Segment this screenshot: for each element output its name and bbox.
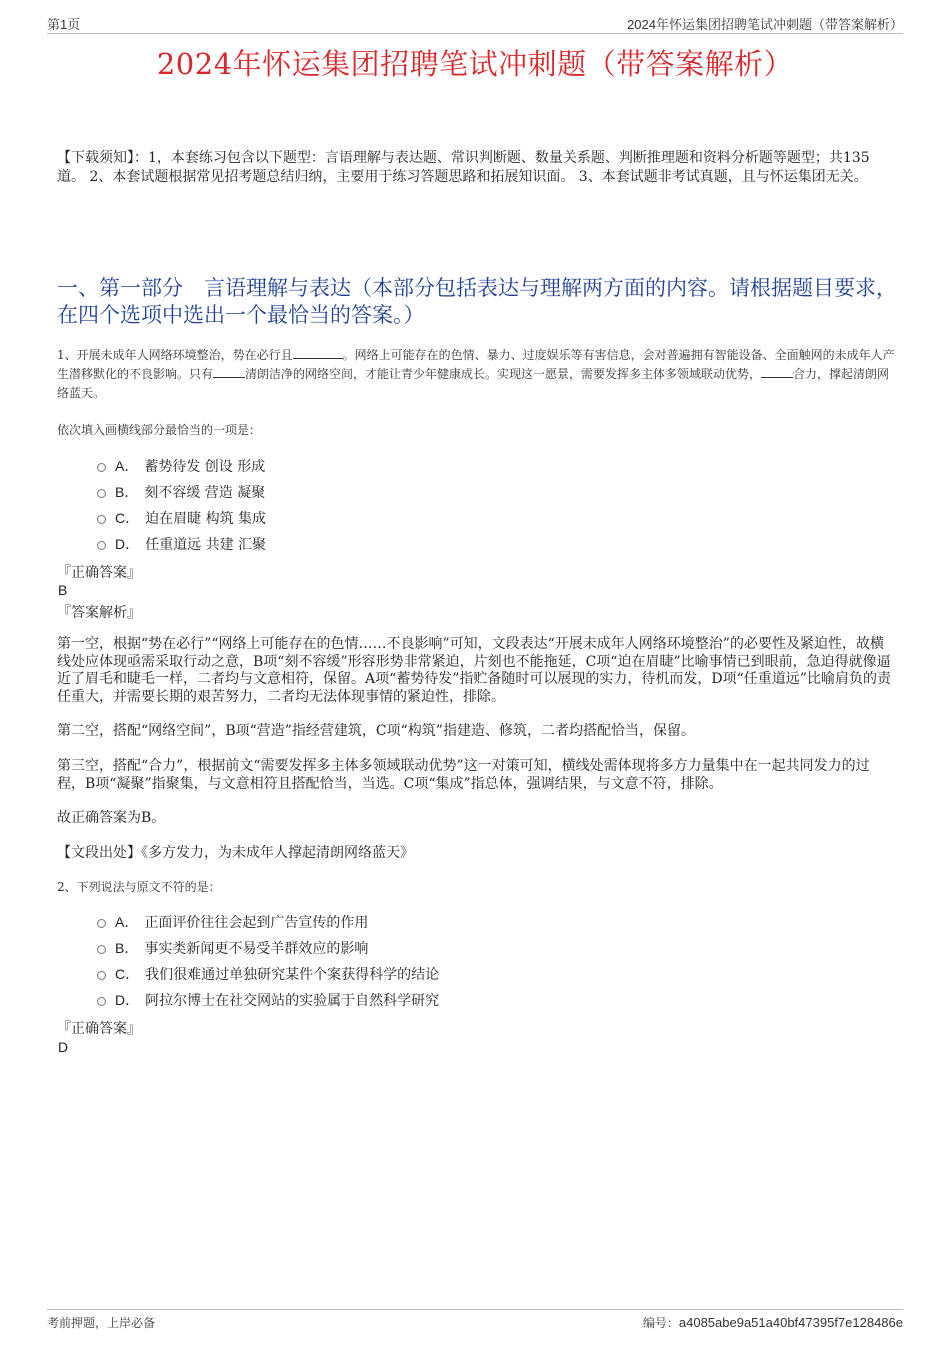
radio-icon[interactable] (97, 489, 106, 498)
correct-answer-value: B (58, 582, 68, 598)
option-text: 我们很难通过单独研究某件个案获得科学的结论 (145, 967, 440, 983)
source-citation: 【文段出处】《多方发力，为未成年人撑起清朗网络蓝天》 (57, 845, 414, 861)
section-heading: 一、第一部分 言语理解与表达（本部分包括表达与理解两方面的内容。请根据题目要求，在四个选项中选出一个最恰当的答案。） (57, 276, 897, 327)
option-letter: C． (115, 510, 140, 526)
download-notice: 【下载须知】：1，本套练习包含以下题型：言语理解与表达题、常识判断题、数量关系题、判断推理题和资料分析题等题型；共135道。 2、本套试题根据常见招考题总结归纳，主要用于练习答题思路和拓展知识面。 3、本套试题非考试真题，且与怀运集团无关。 (57, 150, 870, 185)
question-1-prompt: 依次填入画横线部分最恰当的一项是： (57, 423, 262, 437)
answer-blank (213, 365, 245, 378)
correct-answer-label: 『正确答案』 (57, 1021, 141, 1037)
running-header-title: 2024年怀运集团招聘笔试冲刺题（带答案解析） (627, 17, 903, 32)
question-2-options (97, 909, 887, 1013)
footer-divider (47, 1309, 903, 1310)
document-id-value: a4085abe9a51a40bf47395f7e128486e (678, 1315, 903, 1330)
page-number: 第1页 (47, 17, 81, 32)
option-c[interactable] (97, 505, 887, 531)
radio-icon[interactable] (97, 971, 106, 980)
option-text: 蓄势待发 创设 形成 (144, 459, 266, 475)
question-1-text-part: 。网络上可能存在的色情、暴力、过度娱乐等有害信息，会对普遍拥有智能设备、全面触网的未成年人产生潜移默化的不良影响。只有 (57, 348, 895, 381)
analysis-label: 『答案解析』 (57, 605, 141, 621)
option-b[interactable] (97, 935, 887, 961)
option-text: 事实类新闻更不易受羊群效应的影响 (144, 941, 369, 957)
option-letter: B． (115, 940, 139, 956)
footer-slogan: 考前押题，上岸必备 (47, 1316, 156, 1330)
question-1-text-part: 1、开展未成年人网络环境整治，势在必行且 (57, 348, 293, 362)
option-text: 正面评价往往会起到广告宣传的作用 (144, 915, 369, 931)
option-text: 刻不容缓 营造 凝聚 (144, 485, 266, 501)
answer-blank (761, 365, 793, 378)
question-2-text: 2、下列说法与原文不符的是： (57, 880, 221, 894)
radio-icon[interactable] (97, 515, 106, 524)
radio-icon[interactable] (97, 541, 106, 550)
radio-icon[interactable] (97, 463, 106, 472)
analysis-paragraph: 第一空，根据“势在必行”“网络上可能存在的色情……不良影响”可知，文段表达“开展未成年人网络环境整治”的必要性及紧迫性，故横线处应体现亟需采取行动之意，B项“刻不容缓”形容形势非常紧迫，片刻也不能拖延，C项“迫在眉睫”比喻事情已到眼前，急迫得就像逼近了眉毛和睫毛一样，二者均与文意相符，保留。A项“蓄势待发”指贮备随时可以展现的实力，待机而发，D项“任重道远”比喻肩负的责任重大，并需要长期的艰苦努力，二者均无法体现事情的紧迫性，排除。 (57, 636, 891, 705)
analysis-paragraph: 第二空，搭配“网络空间”，B项“营造”指经营建筑，C项“构筑”指建造、修筑，二者均搭配恰当，保留。 (57, 723, 695, 739)
option-b[interactable] (97, 479, 887, 505)
question-1-text (57, 346, 895, 403)
option-a[interactable] (97, 453, 887, 479)
option-letter: A． (115, 914, 139, 930)
radio-icon[interactable] (97, 945, 106, 954)
document-id (643, 1314, 903, 1331)
option-a[interactable] (97, 909, 887, 935)
document-title: 2024年怀运集团招聘笔试冲刺题（带答案解析） (156, 47, 794, 81)
option-text: 任重道远 共建 汇聚 (145, 537, 267, 553)
question-1-options (97, 453, 887, 557)
option-letter: A． (115, 458, 139, 474)
document-id-label: 编号： (642, 1316, 679, 1330)
analysis-conclusion: 故正确答案为B。 (57, 810, 166, 826)
option-c[interactable] (97, 961, 887, 987)
answer-blank (293, 346, 343, 359)
option-d[interactable] (97, 531, 887, 557)
option-d[interactable] (97, 987, 887, 1013)
option-letter: B． (115, 484, 139, 500)
header-divider (47, 33, 903, 34)
correct-answer-value: D (58, 1039, 69, 1055)
analysis-paragraph: 第三空，搭配“合力”，根据前文“需要发挥多主体多领域联动优势”这一对策可知，横线处需体现将多方力量集中在一起共同发力的过程，B项“凝聚”指聚集，与文意相符且搭配恰当，当选。C项“集成”指总体，强调结果，与文意不符，排除。 (57, 758, 870, 792)
option-letter: D． (115, 992, 140, 1008)
option-letter: D． (115, 536, 140, 552)
option-text: 迫在眉睫 构筑 集成 (145, 511, 267, 527)
radio-icon[interactable] (97, 997, 106, 1006)
option-text: 阿拉尔博士在社交网站的实验属于自然科学研究 (145, 993, 440, 1009)
option-letter: C． (115, 966, 140, 982)
radio-icon[interactable] (97, 919, 106, 928)
correct-answer-label: 『正确答案』 (57, 565, 141, 581)
question-1-text-part: 清朗洁净的网络空间，才能让青少年健康成长。实现这一愿景，需要发挥多主体多领域联动优势， (245, 367, 762, 381)
question-1-text-part: 合力，撑起清朗网络蓝天。 (57, 367, 890, 400)
